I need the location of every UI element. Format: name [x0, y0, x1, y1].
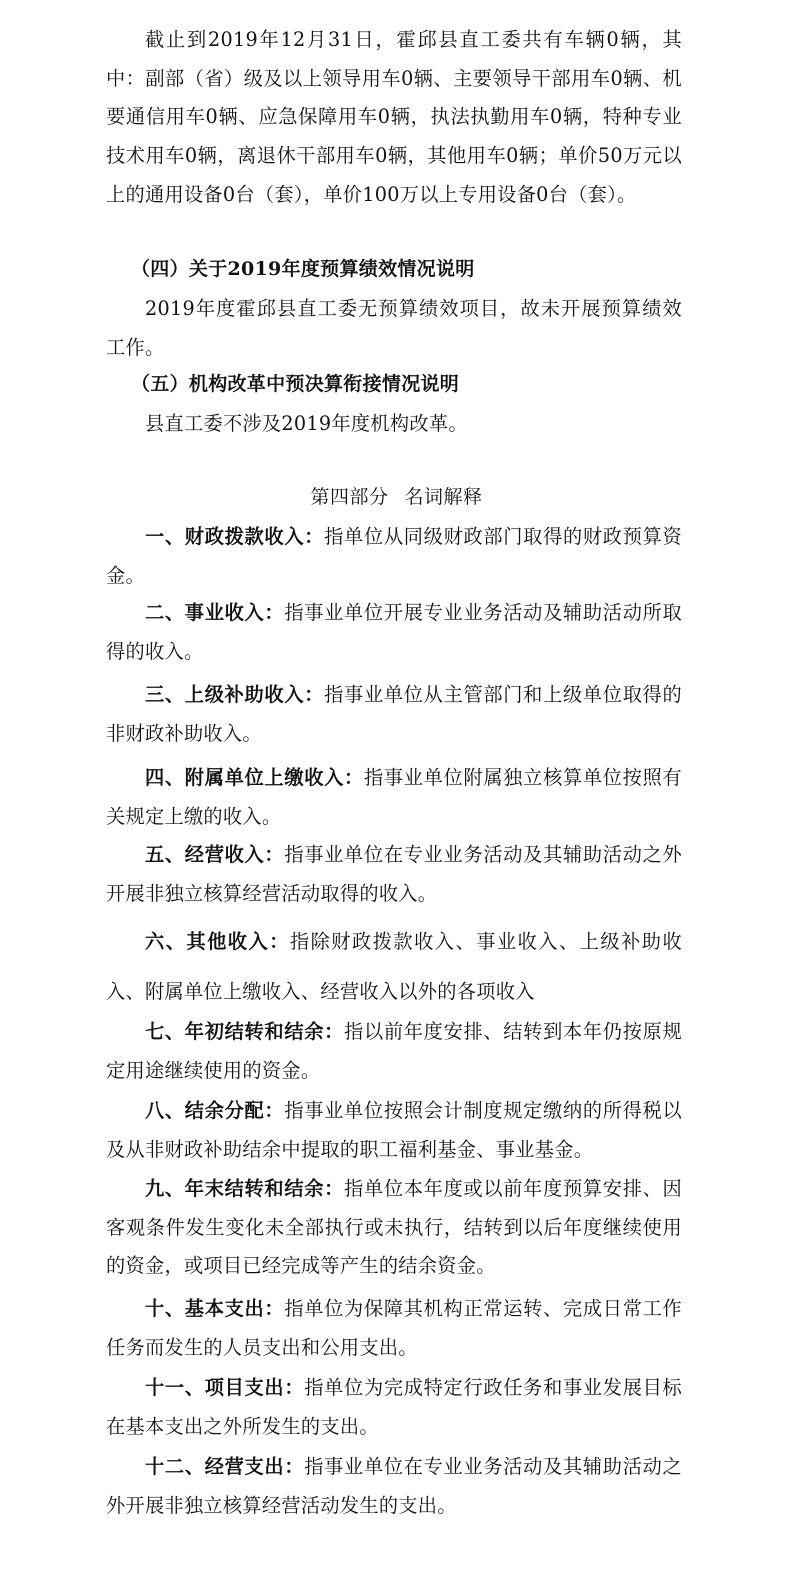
term-8-label: 八、结余分配： [145, 1099, 285, 1122]
term-4-label: 四、附属单位上缴收入： [145, 766, 364, 789]
term-5-label: 五、经营收入： [145, 843, 285, 866]
term-4-definition: 指事业单位附属独立核算单位按照有关规定上缴的收入。 [106, 766, 682, 828]
term-7-label: 七、年初结转和结余： [145, 1020, 345, 1043]
term-3-definition: 指事业单位从主管部门和上级单位取得的非财政补助收入。 [106, 683, 682, 745]
term-10 [106, 1290, 682, 1367]
term-1-definition: 指单位从同级财政部门取得的财政预算资金。 [106, 525, 682, 587]
term-10-label: 十、基本支出： [145, 1297, 285, 1320]
term-11 [106, 1369, 682, 1446]
part4-heading-number: 第四部分 [310, 486, 389, 508]
term-12-definition: 指事业单位在专业业务活动及其辅助活动之外开展非独立核算经营活动发生的支出。 [106, 1455, 682, 1517]
subsection-4-text: 2019年度霍邱县直工委无预算绩效项目，故未开展预算绩效工作。 [106, 297, 682, 359]
term-3-label: 三、上级补助收入： [145, 683, 325, 706]
term-11-definition: 指单位为完成特定行政任务和事业发展目标在基本支出之外所发生的支出。 [106, 1376, 682, 1438]
part4-heading-title: 名词解释 [404, 486, 483, 508]
term-8-definition: 指事业单位按照会计制度规定缴纳的所得税以及从非财政补助结余中提取的职工福利基金、事业基金。 [106, 1099, 682, 1161]
term-1-label: 一、财政拨款收入： [145, 525, 325, 548]
term-6 [106, 917, 682, 1017]
subsection-5-text: 县直工委不涉及2019年度机构改革。 [145, 412, 468, 435]
term-9-definition: 指单位本年度或以前年度预算安排、因客观条件发生变化未全部执行或未执行，结转到以后年度继续使用的资金，或项目已经完成等产生的结余资金。 [106, 1177, 682, 1278]
term-4 [106, 759, 682, 836]
term-2-definition: 指事业单位开展专业业务活动及辅助活动所取得的收入。 [106, 601, 682, 663]
term-12-label: 十二、经营支出： [145, 1455, 305, 1478]
term-12 [106, 1448, 682, 1525]
term-7 [106, 1013, 682, 1090]
term-2 [106, 594, 682, 671]
part4-heading [0, 482, 793, 512]
term-8 [106, 1092, 682, 1169]
term-1 [106, 518, 682, 595]
subsection-4-title: （四）关于2019年度预算绩效情况说明 [131, 258, 475, 280]
term-5-definition: 指事业单位在专业业务活动及其辅助活动之外开展非独立核算经营活动取得的收入。 [106, 843, 682, 905]
term-5 [106, 836, 682, 913]
subsection-5-title: （五）机构改革中预决算衔接情况说明 [131, 373, 460, 395]
term-7-definition: 指以前年度安排、结转到本年仍按原规定用途继续使用的资金。 [106, 1020, 682, 1082]
term-2-label: 二、事业收入： [145, 601, 285, 624]
term-9 [106, 1170, 682, 1286]
term-11-label: 十一、项目支出： [145, 1376, 305, 1399]
term-3 [106, 676, 682, 753]
vehicles-paragraph: 截止到2019年12月31日，霍邱县直工委共有车辆0辆，其中：副部（省）级及以上领导用车0辆、主要领导干部用车0辆、机要通信用车0辆、应急保障用车0辆，执法执勤用车0辆，特种专业技术用车0辆，离退休干部用车0辆，其他用车0辆；单价50万元以上的通用设备0台（套），单价100万以上专用设备0台（套）。 [106, 28, 682, 206]
term-10-definition: 指单位为保障其机构正常运转、完成日常工作任务而发生的人员支出和公用支出。 [106, 1297, 682, 1359]
term-6-definition: 指除财政拨款收入、事业收入、上级补助收入、附属单位上缴收入、经营收入以外的各项收入 [106, 930, 682, 1003]
term-6-label: 六、其他收入： [145, 930, 290, 953]
term-9-label: 九、年末结转和结余： [145, 1177, 345, 1200]
